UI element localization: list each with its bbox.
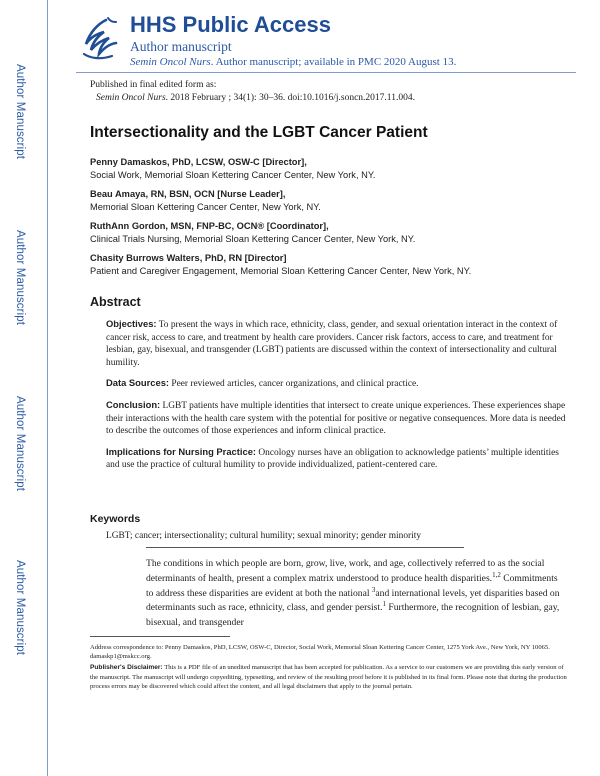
author-entry [90,252,570,277]
section-text: Peer reviewed articles, cancer organizations, and clinical practice. [171,379,419,390]
abstract-body [106,318,566,480]
author-manuscript-subtitle: Author manuscript [130,39,232,54]
abstract-section-objectives [106,318,566,369]
side-label-author-manuscript: Author Manuscript [14,64,26,160]
hhs-eagle-logo-icon [76,14,122,62]
section-label: Data Sources: [106,377,170,389]
citation [90,92,415,105]
disclaimer-text: This is a PDF file of an unedited manuscript that has been accepted for publication. As a service to our customers we are providing this early version of the manuscript. The manuscript will undergo copyediting, typesetting, and review of the resulting proof before it is published in its final form. Please note that during the production process errors may be discovered which could affect the content, and all legal disclaimers that apply to the journal pertain. [90,664,567,690]
section-text: Oncology nurses have an obligation to acknowledge patients’ multiple identities and use the practice of cultural humility to provide individualized, patient-centered care. [106,447,559,471]
correspondence-note: Address correspondence to: Penny Damaskos, PhD, LCSW, OSW-C, Director, Social Work, Memorial Sloan Kettering Cancer Center, 1275 York Ave., New York, NY 10065. damaskp1@mskcc.org. [90,644,550,661]
section-label: Objectives: [106,318,157,329]
author-name: Chasity Burrows Walters, PhD, RN [Director] [90,253,287,263]
abstract-section-implications [106,446,566,472]
keywords-heading: Keywords [90,513,141,525]
disclaimer-label: Publisher's Disclaimer: [90,664,163,672]
hhs-public-access-title: HHS Public Access [130,12,331,37]
section-label: Implications for Nursing Practice: [106,445,257,457]
availability-text: . Author manuscript; available in PMC 2020 August 13. [210,56,457,68]
author-affiliation: Clinical Trials Nursing, Memorial Sloan Kettering Cancer Center, New York, NY. [90,233,416,244]
body-text-segment: and international levels, yet disparities based on determinants such as race, ethnicity, class, and gender persist. [146,587,560,614]
author-name: Penny Damaskos, PhD, LCSW, OSW-C [Director], [90,157,307,167]
author-entry [90,156,570,181]
published-label: Published in final edited form as: [90,80,217,90]
author-list [90,156,570,284]
hhs-header [76,14,576,78]
footnotes [90,643,568,693]
abstract-heading: Abstract [90,295,141,309]
author-affiliation: Memorial Sloan Kettering Cancer Center, New York, NY. [90,201,321,212]
availability-line [130,55,456,70]
publication-info [90,79,415,105]
footnote-rule [90,636,230,637]
side-label-author-manuscript: Author Manuscript [14,396,26,492]
citation-journal: Semin Oncol Nurs [96,93,166,103]
author-name: RuthAnn Gordon, MSN, FNP-BC, OCN® [Coordinator], [90,221,329,231]
author-entry [90,220,570,245]
citation-ref[interactable]: 1,2 [492,570,501,579]
section-text: LGBT patients have multiple identities that intersect to create unique experiences. These experiences shape their interactions with the health care system with the potential for positive or negative consequences. More data is needed to describe the outcomes of those experiences and inform clinical practice. [106,400,566,437]
publisher-disclaimer [90,663,568,691]
header-rule [76,72,576,73]
citation-details: . 2018 February ; 34(1): 30–36. doi:10.1016/j.soncn.2017.11.004. [165,93,415,103]
keywords-text: LGBT; cancer; intersectionality; cultural humility; sexual minority; gender minority [106,531,422,541]
author-affiliation: Social Work, Memorial Sloan Kettering Cancer Center, New York, NY. [90,169,376,180]
abstract-section-data-sources [106,377,566,391]
side-label-author-manuscript: Author Manuscript [14,230,26,326]
body-paragraph [146,557,566,631]
body-text-segment: Furthermore, the recognition of lesbian, gay, bisexual, and transgender [146,602,560,629]
author-entry [90,188,570,213]
section-text: To present the ways in which race, ethnicity, class, gender, and sexual orientation interact in the context of cancer risk, access to care, and treatment by health care providers. Cancer risk factors, access to care, and treatment for lesbian, gay, bisexual, and transgender (LGBT) patients are discussed within the context of intersectionality and cultural humility. [106,320,558,368]
body-text-segment: Commitments to address these disparities are evident at both the national [146,572,558,599]
journal-name: Semin Oncol Nurs [130,56,211,68]
citation-ref[interactable]: 3 [371,585,376,594]
side-label-author-manuscript: Author Manuscript [14,560,26,656]
body-text-segment: The conditions in which people are born, grow, live, work, and age, collectively referred to as the social determinants of health, present a complex matrix understood to produce health disparities. [146,558,545,584]
section-label: Conclusion: [106,398,161,410]
margin-divider [47,0,48,776]
citation-ref[interactable]: 1 [382,600,386,609]
article-title: Intersectionality and the LGBT Cancer Patient [90,124,428,141]
section-divider [146,547,464,548]
abstract-section-conclusion [106,399,566,438]
author-name: Beau Amaya, RN, BSN, OCN [Nurse Leader], [90,189,286,199]
author-affiliation: Patient and Caregiver Engagement, Memorial Sloan Kettering Cancer Center, New York, NY. [90,265,472,276]
